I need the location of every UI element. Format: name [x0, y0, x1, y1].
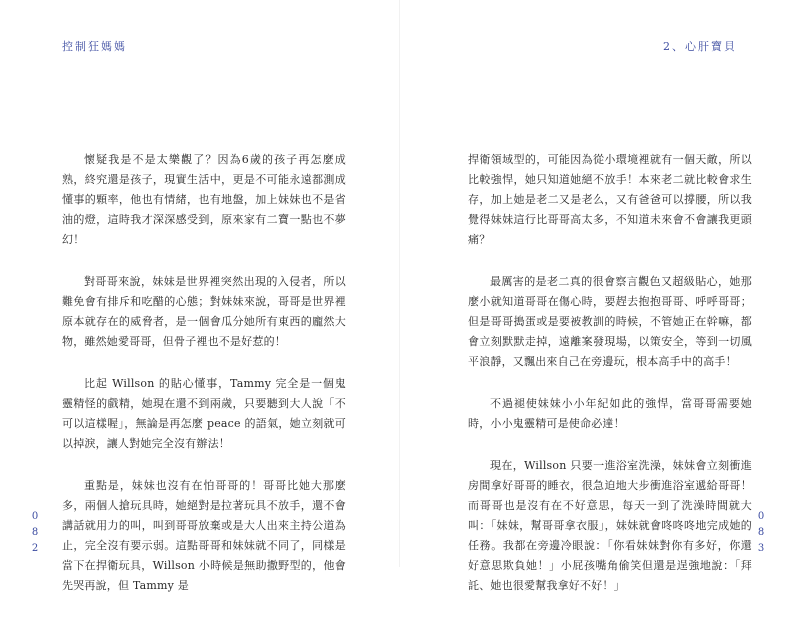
right-body-text	[468, 150, 752, 618]
page-number-right	[755, 509, 767, 557]
page-number-digit: 3	[757, 543, 765, 554]
paragraph: 比起 Willson 的貼心懂事，Tammy 完全是一個鬼靈精怪的戲精，她現在還不到兩歲，只要聽到大人說「不可以這樣喔」，無論是再怎麼 peace 的語氣，她立刻就可以掉淚，讓人對她完全沒有辦法！	[62, 377, 346, 450]
page-number-digit: 8	[757, 527, 765, 538]
left-page	[0, 0, 400, 592]
paragraph: 最厲害的是老二真的很會察言觀色又超級貼心，她那麼小就知道哥哥在傷心時，要趕去抱抱哥哥、呼呼哥哥；但是哥哥搗蛋或是要被教訓的時候，不管她正在幹嘛，都會立刻默默走掉，遠離案發現場，以策安全，等到一切風平浪靜，又飄出來自己在旁邊玩，根本高手中的高手！	[468, 275, 752, 368]
left-body-text	[62, 150, 346, 618]
paragraph: 重點是，妹妹也沒有在怕哥哥的！哥哥比她大那麼多，兩個人搶玩具時，她絕對是拉著玩具不放手，還不會講話就用力的叫，叫到哥哥放棄或是大人出來主持公道為止，完全沒有要示弱。這點哥哥和妹妹就不同了，同樣是當下在捍衛玩具，Willson 小時候是無助撒野型的，他會先哭再說，但 Tammy 是	[62, 479, 346, 592]
running-header-left: 控制狂媽媽	[62, 40, 127, 53]
paragraph: 捍衛領域型的，可能因為從小環境裡就有一個天敵，所以比較強悍，她只知道她絕不放手！本來老二就比較會求生存，加上她是老二又是老么，又有爸爸可以撐腰，所以我覺得妹妹這行比哥哥高太多，不知道未來會不會讓我更頭痛？	[468, 153, 752, 246]
paragraph: 不過褪使妹妹小小年紀如此的強悍，當哥哥需要她時，小小鬼靈精可是使命必達！	[468, 397, 752, 430]
paragraph: 對哥哥來說，妹妹是世界裡突然出現的入侵者，所以難免會有排斥和吃醋的心態；對妹妹來說，哥哥是世界裡原本就存在的威脅者，是一個會瓜分她所有東西的龐然大物，雖然她愛哥哥，但骨子裡也不是好惹的！	[62, 275, 346, 348]
page-number-digit: 0	[31, 511, 39, 522]
page-number-digit: 8	[31, 527, 39, 538]
right-page	[400, 0, 800, 592]
running-header-right: 2、心肝寶貝	[663, 40, 737, 53]
paragraph: 懷疑我是不是太樂觀了？因為6歲的孩子再怎麼成熟，終究還是孩子，現實生活中，更是不可能永遠都測成懂事的顆率，他也有情緒，也有地盤，加上妹妹也不是省油的燈，這時我才深深感受到，原來家有二寶一點也不夢幻！	[62, 153, 346, 246]
page-number-digit: 0	[757, 511, 765, 522]
paragraph: 現在，Willson 只要一進浴室洗澡，妹妹會立刻衝進房間拿好哥哥的睡衣，很急迫地大步衝進浴室遞給哥哥！而哥哥也是沒有在不好意思，每天一到了洗澡時間就大叫：「妹妹，幫哥哥拿衣服」，妹妹就會咚咚咚地完成她的任務。我都在旁邊冷眼說：「你看妹妹對你有多好，你還好意思欺負她！」小屁孩嘴角偷笑但還是逞強地說：「拜託、她也很愛幫我拿好不好！」	[468, 459, 752, 592]
page-number-digit: 2	[31, 543, 39, 554]
page-number-left	[29, 509, 41, 557]
